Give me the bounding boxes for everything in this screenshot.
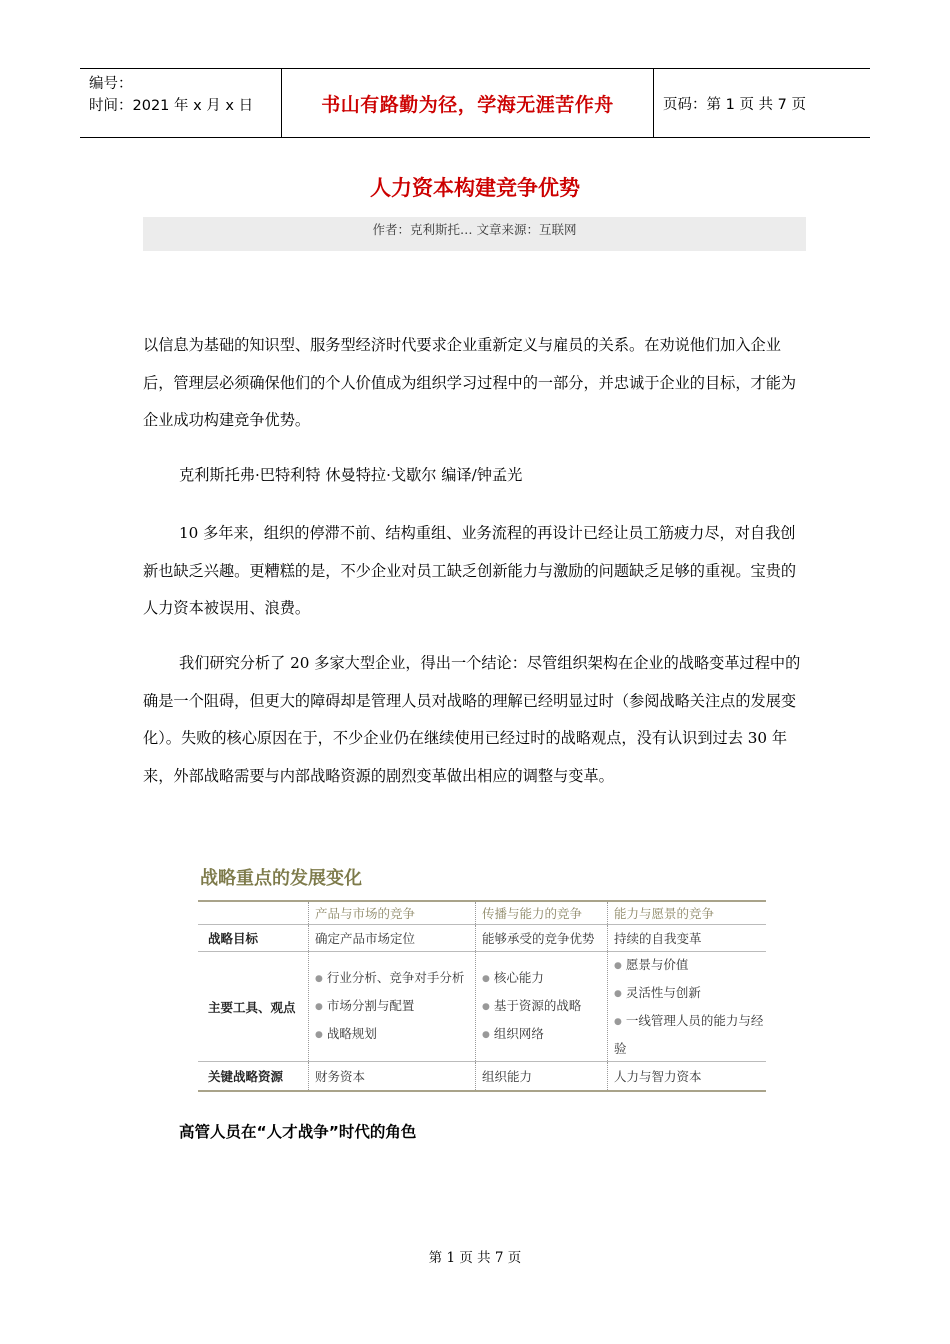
header-page-info: 页码：第 1 页 共 7 页 [663, 96, 806, 113]
column-header: 产品与市场的竞争 [309, 901, 476, 925]
table-header-row [198, 901, 766, 925]
time-label: 时间：2021 年 x 月 x 日 [89, 98, 254, 114]
bullet-item: ● 愿景与价值 [614, 952, 766, 980]
bullet-item: ● 基于资源的战略 [482, 993, 607, 1021]
paragraph-body-1: 10 多年来，组织的停滞不前、结构重组、业务流程的再设计已经让员工筋疲力尽，对自我创新也缺乏兴趣。更糟糕的是，不少企业对员工缺乏创新能力与激励的问题缺乏足够的重视。宝贵的人力资本被误用、浪费。 [143, 524, 797, 617]
paragraph-authors: 克利斯托弗·巴特利特 休曼特拉·戈歇尔 编译/钟孟光 [179, 466, 523, 484]
paragraph-intro: 以信息为基础的知识型、服务型经济时代要求企业重新定义与雇员的关系。在劝说他们加入企业后，管理层必须确保他们的个人价值成为组织学习过程中的一部分，并忠诚于企业的目标，才能为企业成功构建竞争优势。 [143, 336, 797, 429]
strategy-figure [198, 860, 766, 1084]
bullet-item: ● 行业分析、竞争对手分析 [315, 965, 475, 993]
table-cell: 确定产品市场定位 [309, 925, 476, 952]
table-cell: 组织能力 [476, 1062, 608, 1092]
column-header: 能力与愿景的竞争 [608, 901, 767, 925]
bullet-item: ● 一线管理人员的能力与经验 [614, 1008, 766, 1061]
number-label: 编号： [89, 76, 133, 92]
column-header: 传播与能力的竞争 [476, 901, 608, 925]
table-row [198, 952, 766, 1062]
bullet-item: ● 灵活性与创新 [614, 980, 766, 1008]
header-table [80, 68, 870, 138]
section-subheading: 高管人员在“人才战争”时代的角色 [179, 1123, 417, 1141]
table-cell [309, 952, 476, 1062]
row-label: 关键战略资源 [198, 1062, 309, 1092]
page-footer: 第 1 页 共 7 页 [428, 1250, 522, 1266]
bullet-item: ● 战略规划 [315, 1021, 475, 1049]
table-cell: 人力与智力资本 [608, 1062, 767, 1092]
article-title: 人力资本构建竞争优势 [370, 176, 580, 200]
table-corner [198, 901, 309, 925]
row-label: 主要工具、观点 [198, 952, 309, 1062]
row-label: 战略目标 [198, 925, 309, 952]
strategy-table [198, 900, 766, 1092]
bullet-item: ● 组织网络 [482, 1021, 607, 1049]
bullet-item: ● 市场分割与配置 [315, 993, 475, 1021]
table-cell [608, 952, 767, 1062]
table-row [198, 925, 766, 952]
article-byline: 作者：克利斯托… 文章来源：互联网 [143, 217, 806, 251]
table-row [198, 1062, 766, 1092]
table-cell: 能够承受的竞争优势 [476, 925, 608, 952]
paragraph-body-2: 我们研究分析了 20 多家大型企业，得出一个结论：尽管组织架构在企业的战略变革过程中的确是一个阻碍，但更大的障碍却是管理人员对战略的理解已经明显过时（参阅战略关注点的发展变化）。失败的核心原因在于，不少企业仍在继续使用已经过时的战略观点，没有认识到过去 30 年来，外部战略需要与内部战略资源的剧烈变革做出相应的调整与变革。 [143, 654, 801, 785]
bullet-item: ● 核心能力 [482, 965, 607, 993]
table-cell: 持续的自我变革 [608, 925, 767, 952]
figure-title: 战略重点的发展变化 [200, 868, 362, 889]
header-motto: 书山有路勤为径，学海无涯苦作舟 [282, 69, 654, 137]
table-cell [476, 952, 608, 1062]
header-meta [80, 69, 282, 137]
table-cell: 财务资本 [309, 1062, 476, 1092]
